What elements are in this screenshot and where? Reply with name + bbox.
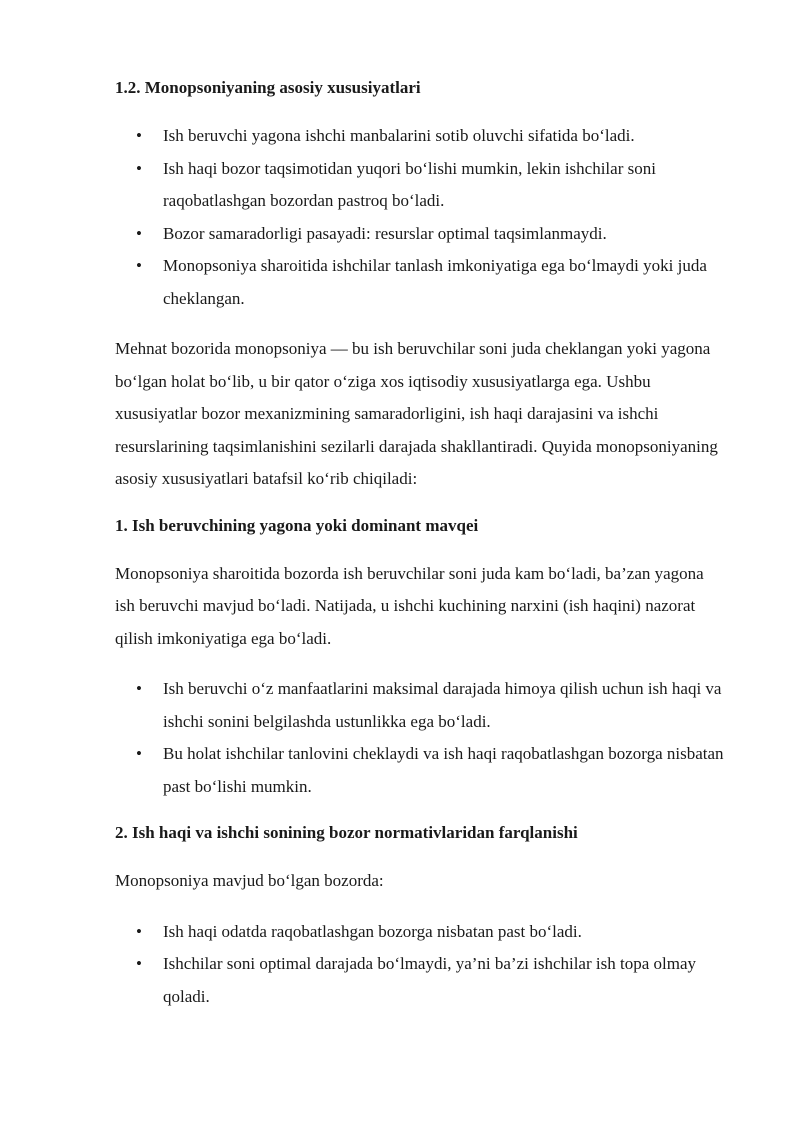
list-item: • Ishchilar soni optimal darajada bo‘lmaydi, ya’ni ba’zi ishchilar ish topa olmay qoladi. xyxy=(115,948,725,1013)
bullet-list-section-1 xyxy=(115,673,725,803)
bullet-list-section-2 xyxy=(115,916,725,1014)
section-heading-1: 1. Ish beruvchining yagona yoki dominant mavqei xyxy=(115,515,479,535)
list-item: • Ish haqi bozor taqsimotidan yuqori bo‘lishi mumkin, lekin ishchilar soni raqobatlashgan bozordan pastroq bo‘ladi. xyxy=(115,153,725,218)
list-item: • Monopsoniya sharoitida ishchilar tanlash imkoniyatiga ega bo‘lmaydi yoki juda cheklangan. xyxy=(115,250,725,315)
section-1-paragraph: Monopsoniya sharoitida bozorda ish beruvchilar soni juda kam bo‘ladi, ba’zan yagona ish beruvchi mavjud bo‘ladi. Natijada, u ishchi kuchining narxini (ish haqini) nazorat qilish imkoniyatiga ega bo‘ladi. xyxy=(115,563,704,648)
section-2-paragraph: Monopsoniya mavjud bo‘lgan bozorda: xyxy=(115,871,384,890)
list-item: • Ish beruvchi yagona ishchi manbalarini sotib oluvchi sifatida bo‘ladi. xyxy=(115,120,725,153)
list-item: • Bozor samaradorligi pasayadi: resurslar optimal taqsimlanmaydi. xyxy=(115,218,725,251)
section-heading-2: 2. Ish haqi va ishchi sonining bozor normativlaridan farqlanishi xyxy=(115,823,578,842)
document-page xyxy=(115,72,725,1013)
section-heading-1-2: 1.2. Monopsoniyaning asosiy xususiyatlari xyxy=(115,78,421,97)
list-item: • Ish beruvchi o‘z manfaatlarini maksimal darajada himoya qilish uchun ish haqi va ishchi sonini belgilashda ustunlikka ega bo‘ladi. xyxy=(115,673,725,738)
bullet-list-features xyxy=(115,120,725,315)
intro-paragraph: Mehnat bozorida monopsoniya — bu ish beruvchilar soni juda cheklangan yoki yagona bo‘lgan holat bo‘lib, u bir qator o‘ziga xos iqtisodiy xususiyatlarga ega. Ushbu xususiyatlar bozor mexanizmining samaradorligini, ish haqi darajasini va ishchi resurslarining taqsimlanishini sezilarli darajada shakllantiradi. Quyida monopsoniyaning asosiy xususiyatlari batafsil ko‘rib chiqiladi: xyxy=(115,339,718,488)
list-item: • Ish haqi odatda raqobatlashgan bozorga nisbatan past bo‘ladi. xyxy=(115,916,725,949)
list-item: • Bu holat ishchilar tanlovini cheklaydi va ish haqi raqobatlashgan bozorga nisbatan past bo‘lishi mumkin. xyxy=(115,738,725,803)
